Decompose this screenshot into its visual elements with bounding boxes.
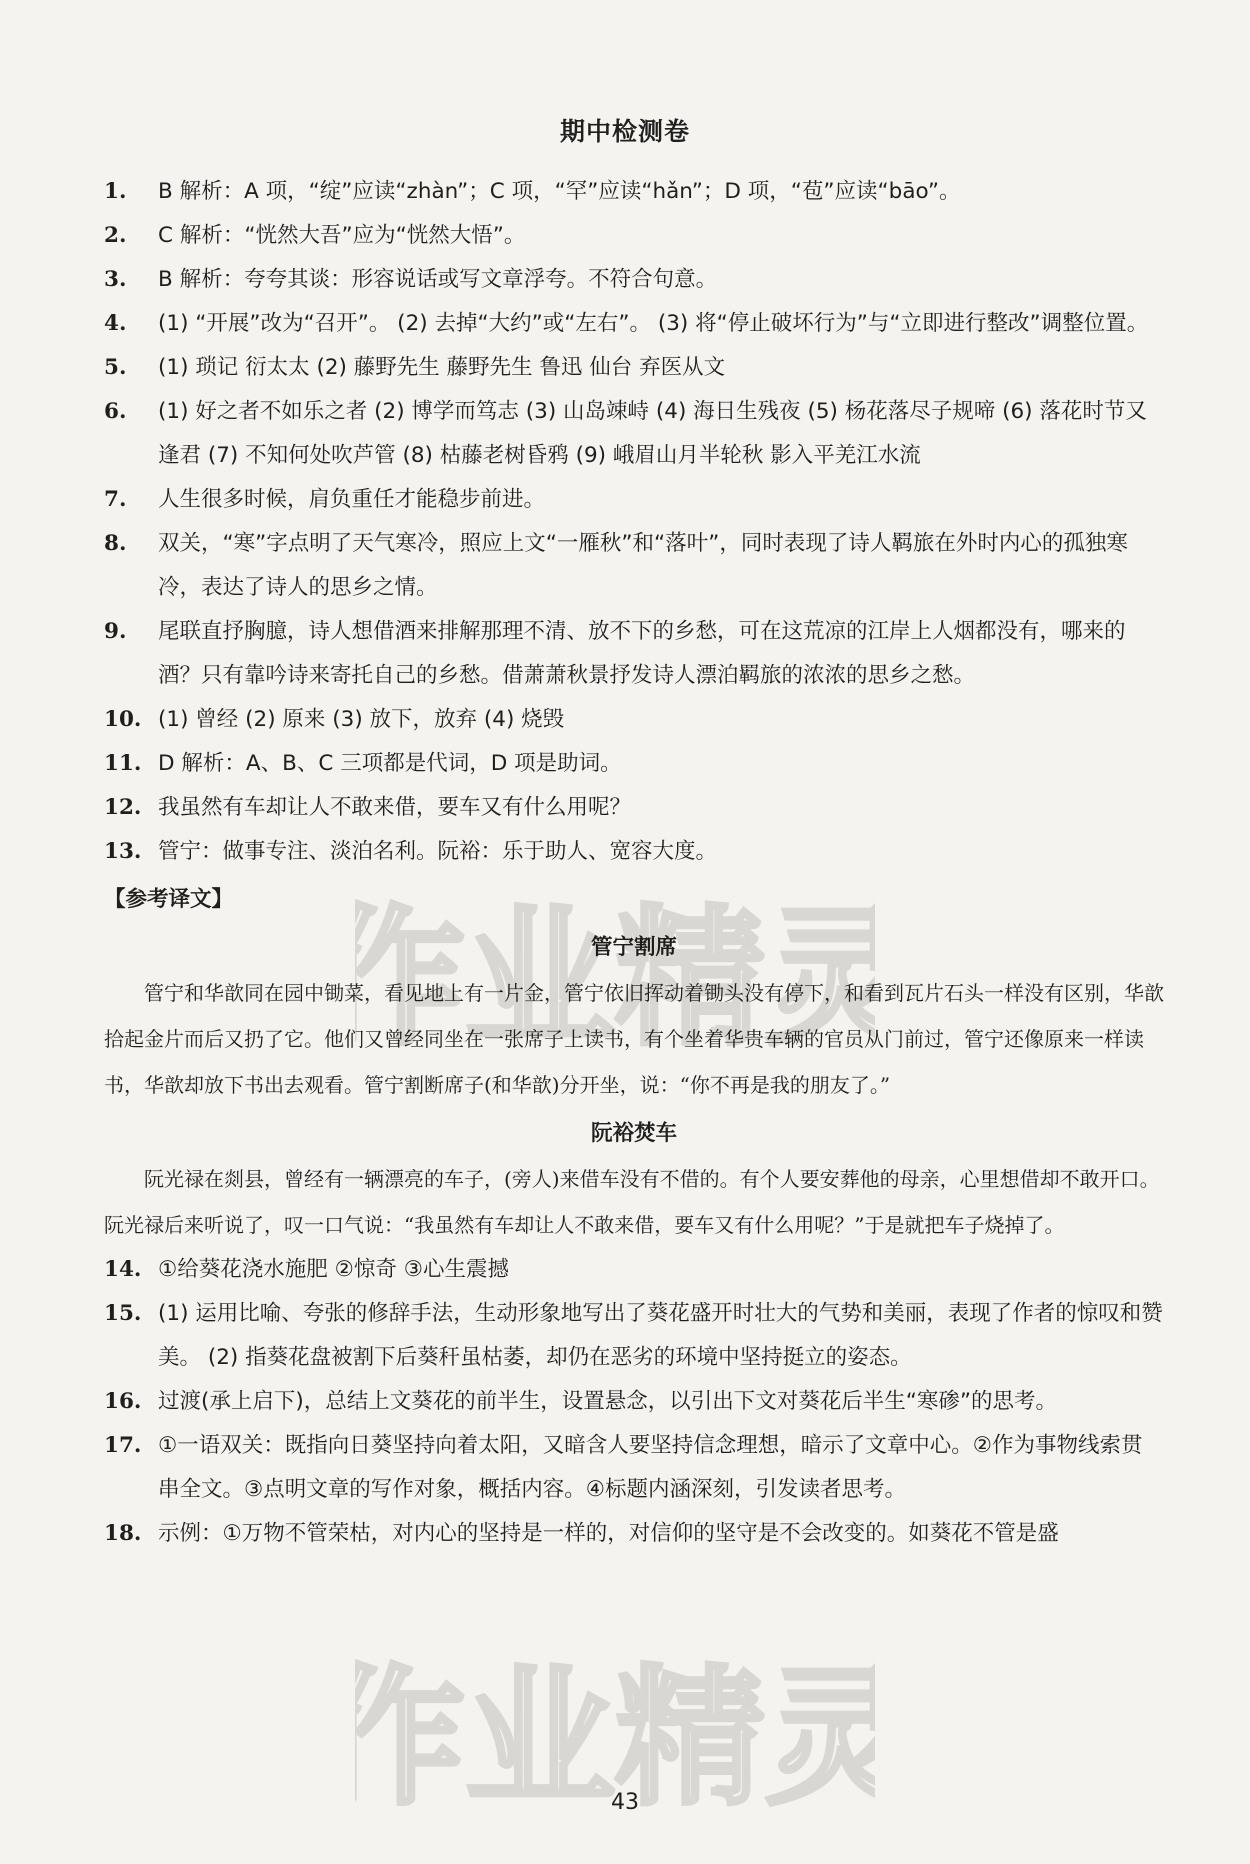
- item-number: 6.: [104, 399, 127, 424]
- answer-item-14: [104, 1248, 1164, 1292]
- item-number: 3.: [104, 267, 127, 292]
- item-number: 11.: [104, 751, 142, 776]
- svg-text:作业精灵: 作业精灵: [355, 892, 875, 1066]
- item-text: 管宁：做事专注、淡泊名利。阮裕：乐于助人、宽容大度。: [158, 839, 718, 864]
- item-text: 尾联直抒胸臆，诗人想借酒来排解那理不清、放不下的乡愁，可在这荒凉的江岸上人烟都没有，哪来的酒？只有靠吟诗来寄托自己的乡愁。借萧萧秋景抒发诗人漂泊羁旅的浓浓的思乡之愁。: [158, 619, 1126, 688]
- answer-item-11: [104, 742, 1164, 786]
- answer-item-10: [104, 698, 1164, 742]
- item-text: (1) 琐记 衍太太 (2) 藤野先生 藤野先生 鲁迅 仙台 弃医从文: [158, 355, 726, 380]
- answer-item-8: [104, 522, 1164, 610]
- item-number: 7.: [104, 487, 127, 512]
- answer-item-9: [104, 610, 1164, 698]
- story1-translation: 管宁和华歆同在园中锄菜，看见地上有一片金，管宁依旧挥动着锄头没有停下，和看到瓦片石头一样没有区别，华歆拾起金片而后又扔了它。他们又曾经同坐在一张席子上读书，有个坐着华贵车辆的官员从门前过，管宁还像原来一样读书，华歆却放下书出去观看。管宁割断席子(和华歆)分开坐，说：“你不再是我的朋友了。”: [104, 981, 1164, 1097]
- answer-item-3: [104, 258, 1164, 302]
- item-text: (1) 好之者不如乐之者 (2) 博学而笃志 (3) 山岛竦峙 (4) 海日生残夜 (5) 杨花落尽子规啼 (6) 落花时节又逢君 (7) 不知何处吹芦管 (8) 枯藤老树昏鸦 (9) 峨眉山月半轮秋 影入平羌江水流: [158, 399, 1147, 468]
- svg-text:作业精灵: 作业精灵: [355, 1652, 875, 1826]
- item-text: (1) 曾经 (2) 原来 (3) 放下，放弃 (4) 烧毁: [158, 707, 565, 732]
- item-text: (1) “开展”改为“召开”。 (2) 去掉“大约”或“左右”。 (3) 将“停止破坏行为”与“立即进行整改”调整位置。: [158, 311, 1149, 336]
- item-number: 13.: [104, 839, 142, 864]
- item-number: 17.: [104, 1433, 142, 1458]
- answer-item-12: [104, 786, 1164, 830]
- item-number: 12.: [104, 795, 142, 820]
- answer-item-7: [104, 478, 1164, 522]
- item-text: (1) 运用比喻、夸张的修辞手法，生动形象地写出了葵花盛开时壮大的气势和美丽，表现了作者的惊叹和赞美。 (2) 指葵花盘被割下后葵秆虽枯萎，却仍在恶劣的环境中坚持挺立的姿态。: [158, 1301, 1163, 1370]
- answer-item-16: [104, 1380, 1164, 1424]
- answer-item-13: [104, 830, 1164, 874]
- item-number: 14.: [104, 1257, 142, 1282]
- page-title: 期中检测卷: [559, 117, 690, 146]
- story2-translation: 阮光禄在剡县，曾经有一辆漂亮的车子，(旁人)来借车没有不借的。有个人要安葬他的母亲，心里想借却不敢开口。阮光禄后来听说了，叹一口气说：“我虽然有车却让人不敢来借，要车又有什么用呢？”于是就把车子烧掉了。: [104, 1167, 1160, 1237]
- item-text: 示例：①万物不管荣枯，对内心的坚持是一样的，对信仰的坚守是不会改变的。如葵花不管是盛: [158, 1521, 1059, 1546]
- item-number: 2.: [104, 223, 127, 248]
- item-text: 人生很多时候，肩负重任才能稳步前进。: [158, 487, 546, 512]
- answer-item-6: [104, 390, 1164, 478]
- item-text: B 解析：A 项，“绽”应读“zhàn”；C 项，“罕”应读“hǎn”；D 项，“苞”应读“bāo”。: [158, 179, 961, 204]
- item-text: 我虽然有车却让人不敢来借，要车又有什么用呢？: [158, 795, 632, 820]
- item-number: 8.: [104, 531, 127, 556]
- answer-item-17: [104, 1424, 1164, 1512]
- item-number: 1.: [104, 179, 127, 204]
- item-number: 5.: [104, 355, 127, 380]
- item-number: 18.: [104, 1521, 142, 1546]
- answer-item-4: [104, 302, 1164, 346]
- story1-title: 管宁割席: [590, 935, 677, 960]
- item-text: ①一语双关：既指向日葵坚持向着太阳，又暗含人要坚持信念理想，暗示了文章中心。②作为事物线索贯串全文。③点明文章的写作对象，概括内容。④标题内涵深刻，引发读者思考。: [158, 1433, 1143, 1502]
- item-text: B 解析：夸夸其谈：形容说话或写文章浮夸。不符合句意。: [158, 267, 718, 292]
- answer-item-5: [104, 346, 1164, 390]
- answer-item-1: [104, 170, 1164, 214]
- item-text: C 解析：“恍然大吾”应为“恍然大悟”。: [158, 223, 526, 248]
- answer-item-15: [104, 1292, 1164, 1380]
- item-number: 15.: [104, 1301, 142, 1326]
- item-text: ①给葵花浇水施肥 ②惊奇 ③心生震撼: [158, 1257, 509, 1282]
- item-text: 双关，“寒”字点明了天气寒冷，照应上文“一雁秋”和“落叶”，同时表现了诗人羁旅在外时内心的孤独寒冷，表达了诗人的思乡之情。: [158, 531, 1128, 600]
- item-number: 9.: [104, 619, 127, 644]
- story2-title: 阮裕焚车: [590, 1121, 677, 1146]
- page-number: 43: [611, 1790, 639, 1815]
- item-text: D 解析：A、B、C 三项都是代词，D 项是助词。: [158, 751, 622, 776]
- item-text: 过渡(承上启下)，总结上文葵花的前半生，设置悬念，以引出下文对葵花后半生“寒碜”的思考。: [158, 1389, 1058, 1414]
- item-number: 16.: [104, 1389, 142, 1414]
- answer-list: [104, 170, 1164, 1556]
- reference-heading: 【参考译文】: [104, 887, 234, 912]
- item-number: 4.: [104, 311, 127, 336]
- item-number: 10.: [104, 707, 142, 732]
- answer-item-18: [104, 1512, 1164, 1556]
- answer-item-2: [104, 214, 1164, 258]
